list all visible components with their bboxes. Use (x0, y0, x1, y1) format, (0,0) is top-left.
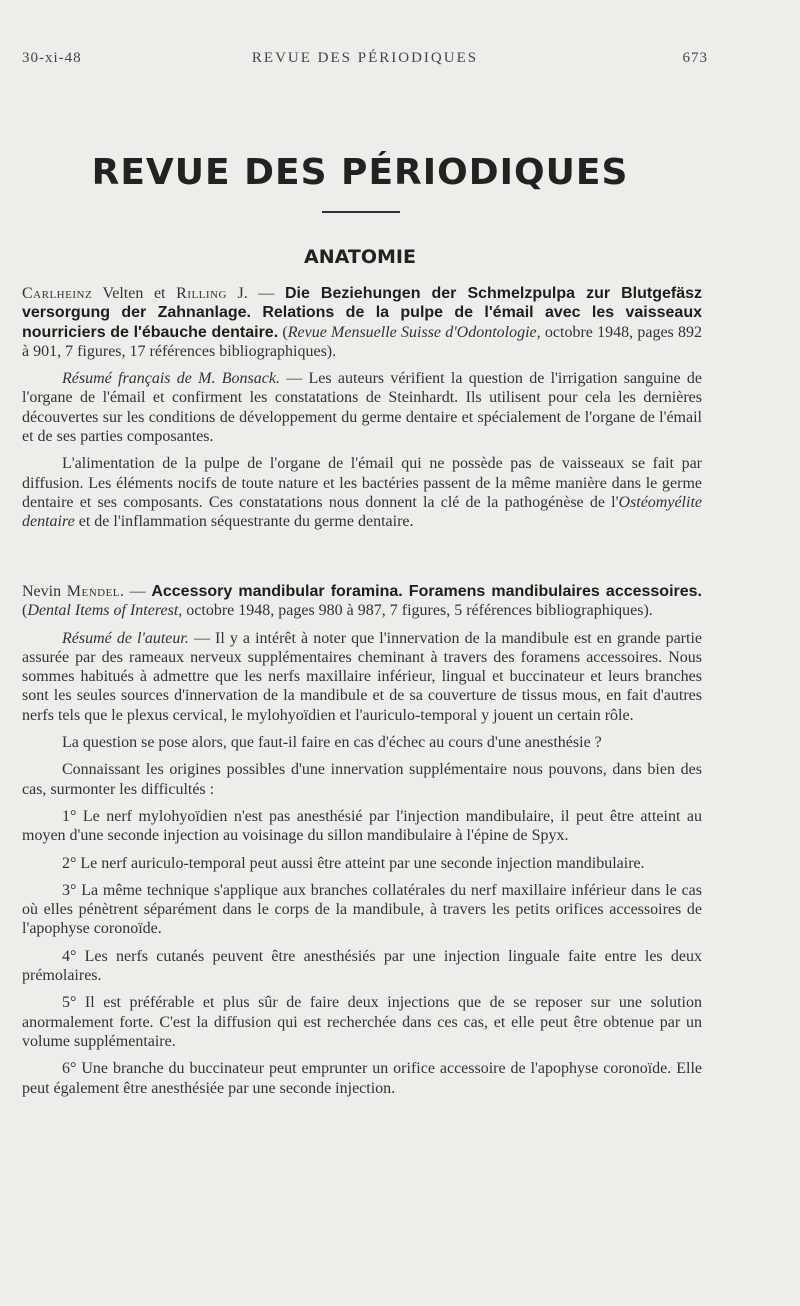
author-name: Mendel (66, 583, 121, 600)
article-2-citation: Nevin Mendel. — Accessory mandibular foramina. Foramens mandibulaires accessoires. (Dental Items of Interest, octobre 1948, pages 980 à 987, 7 figures, 5 références bibliographiques). (22, 583, 702, 620)
summary-paragraph: Résumé de l'auteur. — Il y a intérêt à noter que l'innervation de la mandibule est en grande partie assurée par des rameaux nerveux supplémentaires cheminant à travers des foramens accessoires. Nous sommes habitués à admettre que les nerfs maxillaire inférieur, lingual et buccinateur et leurs branches sont les seules sources d'innervation de la mandibule et de sa couverture de tissus mous, en fait d'autres nerfs tels que le plexus cervical, le mylohyoïdien et l'auriculo-temporal y jouent un certain rôle. (22, 629, 703, 724)
summary-paragraph: La question se pose alors, que faut-il faire en cas d'échec au cours d'une anesthésie ? (62, 734, 602, 752)
author-name: Rilling (176, 285, 227, 302)
journal-name: Revue Mensuelle Suisse d'Odontologie, (287, 323, 541, 341)
section-heading: ANATOMIE (304, 246, 416, 268)
article-1-citation: Carlheinz Velten et Rilling J. — Die Beziehungen der Schmelzpulpa zur Blutgefäsz versorgung der Zahnanlage. Relations de la pulpe de l'émail avec les vaisseaux nourriciers de l'ébauche dentaire. (Revue Mensuelle Suisse d'Odontologie, octobre 1948, pages 892 à 901, 7 figures, 17 références bibliographiques). (22, 285, 703, 360)
title-divider (322, 211, 400, 213)
list-item: 4° Les nerfs cutanés peuvent être anesthésiés par une injection linguale faite entre les deux prémolaires. (22, 947, 702, 985)
running-header (22, 50, 708, 72)
header-date: 30-xi-48 (22, 50, 82, 66)
list-item: 1° Le nerf mylohyoïdien n'est pas anesthésié par l'injection mandibulaire, il peut être atteint au moyen d'une seconde injection au voisinage du sillon mandibulaire à l'épine de Spyx. (22, 807, 702, 845)
list-item: 2° Le nerf auriculo-temporal peut aussi être atteint par une seconde injection mandibulaire. (62, 854, 645, 872)
article-2 (22, 582, 702, 1106)
journal-name: Dental Items of Interest, (27, 602, 183, 620)
header-title: REVUE DES PÉRIODIQUES (251, 50, 479, 66)
list-item: 5° Il est préférable et plus sûr de faire deux injections que de se reposer sur une solution anormalement forte. C'est la diffusion qui est recherchée dans ces cas, et elle peut être obtenue par un volume supplémentaire. (22, 994, 702, 1050)
article-1 (22, 284, 702, 540)
author-name: Carlheinz (22, 285, 93, 302)
article-title: Die Beziehungen der Schmelzpulpa zur Blutgefäsz versorgung der Zahnanlage. Relations de la pulpe de l'émail avec les vaisseaux nourriciers de l'ébauche dentaire. (22, 285, 703, 341)
page-number: 673 (682, 50, 708, 66)
list-item: 6° Une branche du buccinateur peut emprunter un orifice accessoire de l'apophyse coronoïde. Elle peut également être anesthésiée par une seconde injection. (22, 1060, 702, 1097)
summary-paragraph: Connaissant les origines possibles d'une innervation supplémentaire nous pouvons, dans bien des cas, surmonter les difficultés : (22, 761, 702, 798)
summary-paragraph: L'alimentation de la pulpe de l'organe de l'émail qui ne possède pas de vaisseaux se fait par diffusion. Les éléments nocifs de toute nature et les bactéries passent de la même manière dans le germe dentaire et ses composants. Ces constatations nous donnent la clé de la pathogénèse de l'Ostéomyélite dentaire et de l'inflammation séquestrante du germe dentaire. (22, 455, 702, 531)
list-item: 3° La même technique s'applique aux branches collatérales du nerf maxillaire inférieur dans le cas où elles pénètrent séparément dans le corps de la mandibule, à travers les petits orifices accessoires de l'apophyse coronoïde. (22, 881, 702, 938)
summary-paragraph: Résumé français de M. Bonsack. — Les auteurs vérifient la question de l'irrigation sanguine de l'organe de l'émail et confirment les constatations de Steinhardt. Ils utilisent pour cela les dernières découvertes sur les conditions de développement du germe dentaire et spécialement de l'organe de l'émail et de ses parties composantes. (22, 370, 702, 446)
article-title: Accessory mandibular foramina. Foramens mandibulaires accessoires. (151, 583, 702, 600)
page-title: REVUE DES PÉRIODIQUES (91, 152, 629, 193)
